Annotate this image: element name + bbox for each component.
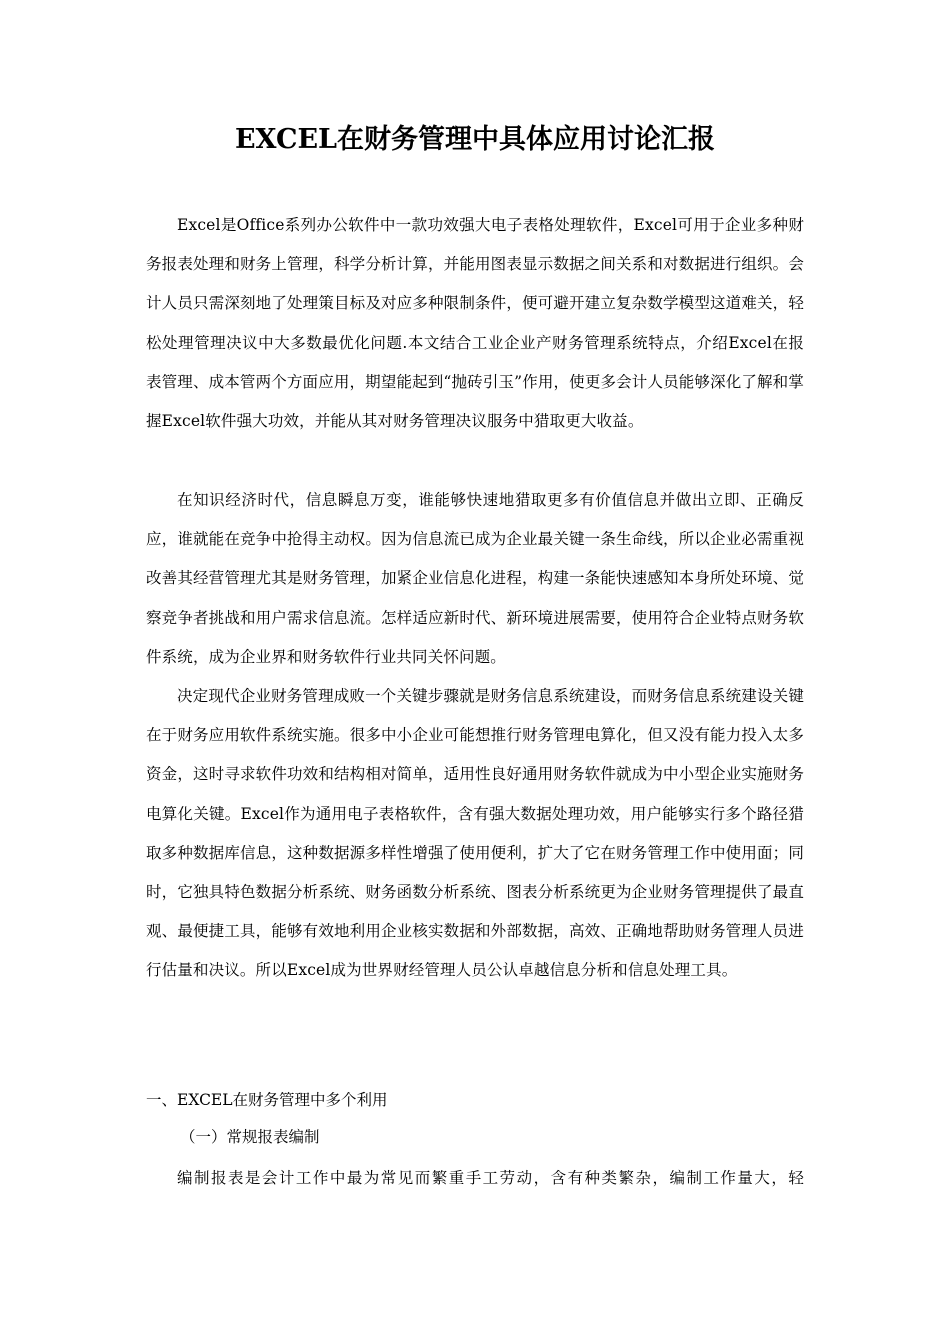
- paragraph-knowledge-economy: 在知识经济时代，信息瞬息万变，谁能够快速地猎取更多有价值信息并做出立即、正确反应，谁就能在竞争中抢得主动权。因为信息流已成为企业最关键一条生命线，所以企业必需重视改善其经营管理尤其是财务管理，加紧企业信息化进程，构建一条能快速感知本身所处环境、觉察竞争者挑战和用户需求信息流。怎样适应新时代、新环境进展需要，使用符合企业特点财务软件系统，成为企业界和财务软件行业共同关怀问题。: [146, 491, 804, 666]
- paragraph-financial-system: 决定现代企业财务管理成败一个关键步骤就是财务信息系统建设，而财务信息系统建设关键在于财务应用软件系统实施。很多中小企业可能想推行财务管理电算化，但又没有能力投入太多资金，这时寻求软件功效和结构相对简单，适用性良好通用财务软件就成为中小型企业实施财务电算化关键。Excel作为通用电子表格软件，含有强大数据处理功效，用户能够实行多个路径猎取多种数据库信息，这种数据源多样性增强了使用便利，扩大了它在财务管理工作中使用面；同时，它独具特色数据分析系统、财务函数分析系统、图表分析系统更为企业财务管理提供了最直观、最便捷工具，能够有效地利用企业核实数据和外部数据，高效、正确地帮助财务管理人员进行估量和决议。所以Excel成为世界财经管理人员公认卓越信息分析和信息处理工具。: [146, 687, 804, 980]
- section-heading: 一、EXCEL在财务管理中多个利用: [146, 1091, 388, 1109]
- paragraph-report-compilation: 编制报表是会计工作中最为常见而繁重手工劳动，含有种类繁杂，编制工作量大，轻: [177, 1169, 804, 1187]
- paragraph-intro: Excel是Office系列办公软件中一款功效强大电子表格处理软件，Excel可用于企业多种财务报表处理和财务上管理，科学分析计算，并能用图表显示数据之间关系和对数据进行组织。会计人员只需深刻地了处理策目标及对应多种限制条件，便可避开建立复杂数学模型这道难关，轻松处理管理决议中大多数最优化问题.本文结合工业企业产财务管理系统特点，介绍Excel在报表管理、成本管两个方面应用，期望能起到“抛砖引玉”作用，使更多会计人员能够深化了解和掌握Excel软件强大功效，并能从其对财务管理决议服务中猎取更大收益。: [146, 216, 804, 431]
- document-title: EXCEL在财务管理中具体应用讨论汇报: [234, 124, 716, 155]
- subsection-heading: （一）常规报表编制: [180, 1128, 320, 1146]
